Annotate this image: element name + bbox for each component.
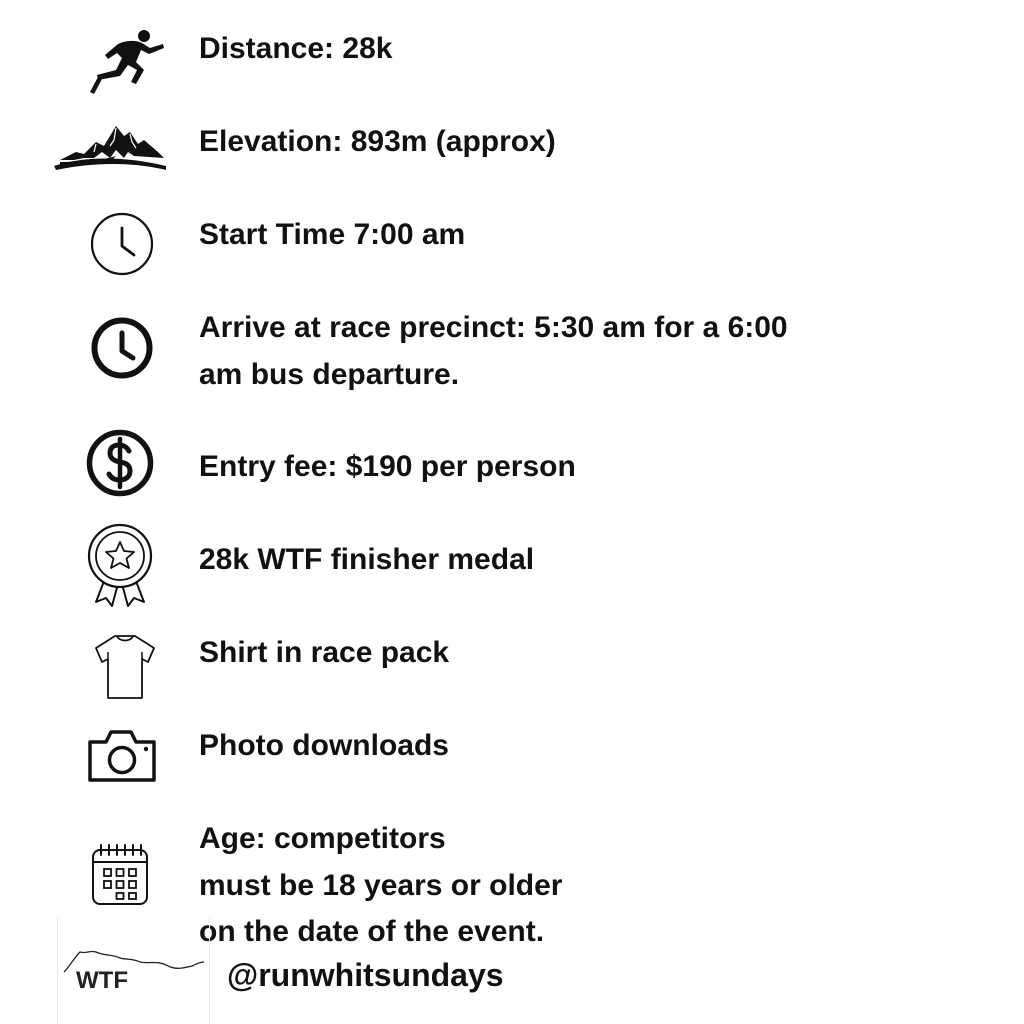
clock-outline-icon [89, 211, 155, 277]
mountain-icon [54, 122, 168, 174]
entry-fee-text: Entry fee: $190 per person [199, 450, 576, 483]
dollar-icon [85, 428, 155, 498]
shirt-icon [92, 632, 158, 702]
runner-icon [84, 28, 168, 94]
elevation-text: Elevation: 893m (approx) [199, 125, 556, 158]
wtf-logo-text: WTF [76, 967, 128, 994]
medal-text: 28k WTF finisher medal [199, 543, 535, 576]
wtf-logo [60, 944, 206, 1000]
social-handle[interactable]: @runwhitsundays [227, 957, 504, 993]
medal-icon [86, 522, 154, 608]
calendar-icon [88, 840, 152, 908]
arrival-text: Arrive at race precinct: 5:30 am for a 6:00 am bus departure. [199, 311, 788, 391]
distance-text: Distance: 28k [199, 32, 393, 65]
start-time-text: Start Time 7:00 am [199, 218, 466, 251]
shirt-text: Shirt in race pack [199, 636, 450, 669]
camera-icon [86, 728, 158, 784]
photo-text: Photo downloads [199, 729, 449, 762]
clock-bold-icon [90, 316, 154, 380]
age-text: Age: competitors must be 18 years or older on the date of the event. [199, 822, 563, 948]
